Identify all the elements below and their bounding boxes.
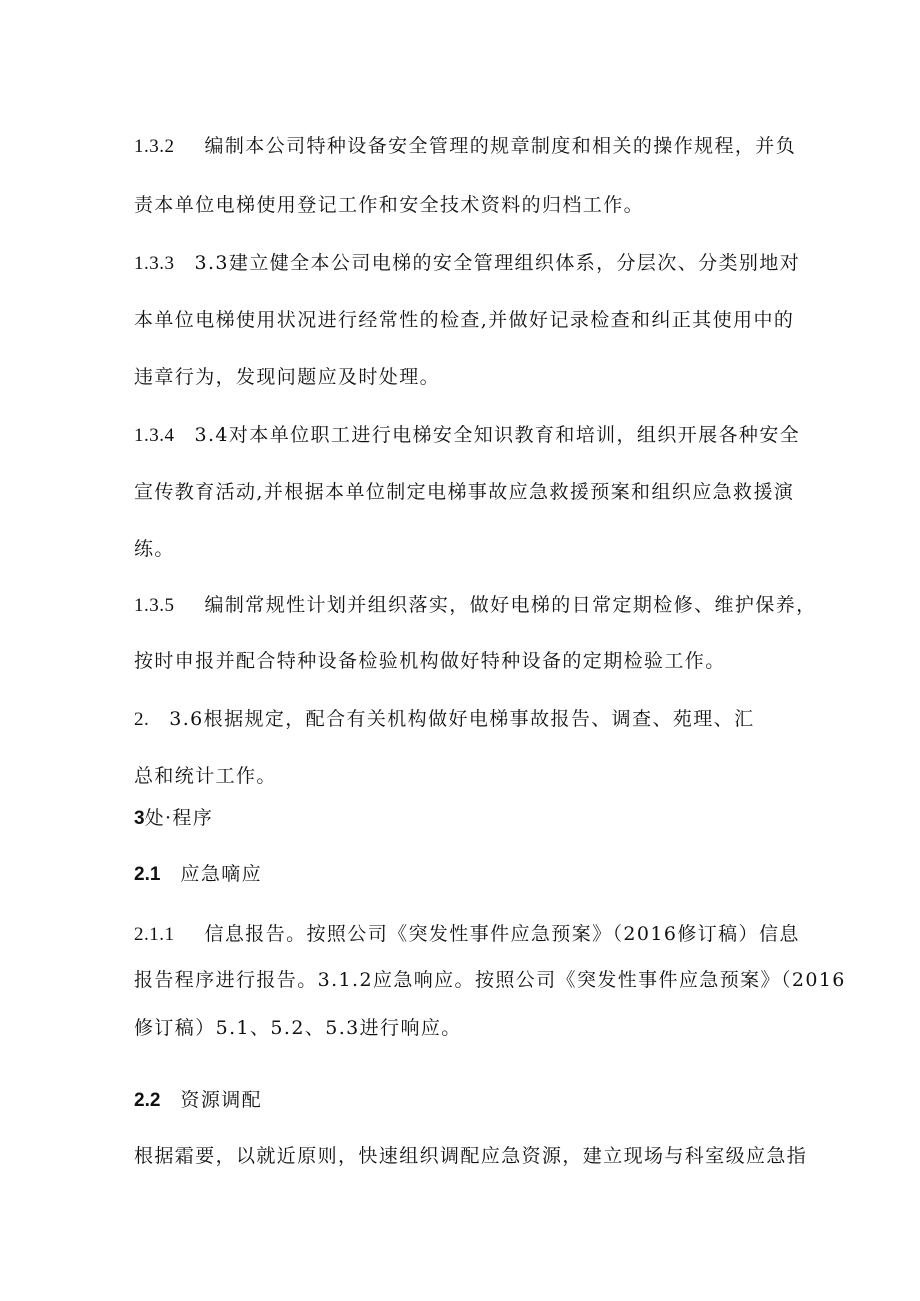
item-number: 1.3.5: [134, 595, 175, 616]
section-number: 3: [134, 808, 145, 829]
resources-paragraph-line-1: 根据霜要，以就近原则，快速组织调配应急资源，建立现场与科室级应急指: [134, 1145, 808, 1167]
item-1-3-4-line-1: [134, 423, 800, 448]
item-number: 1.3.2: [134, 136, 175, 157]
item-2-line-2: 总和统计工作。: [134, 765, 277, 787]
item-number: 2.: [134, 709, 150, 730]
item-2-1-1-line-3: 修订稿）5.1、5.2、5.3进行响应。: [134, 1017, 462, 1039]
item-text: 编制本公司特种设备安全管理的规章制度和相关的操作规程，并负: [204, 135, 797, 157]
item-text: 3.3建立健全本公司电梯的安全管理组织体系，分层次、分类别地对: [194, 252, 801, 274]
item-number: 2.1.1: [134, 924, 175, 945]
item-1-3-3-line-2: 本单位电梯使用状况进行经常性的检查,并做好记录检查和纠正其使用中的: [134, 309, 795, 331]
item-number: 1.3.3: [134, 253, 175, 274]
item-text: 信息报告。按照公司《突发性事件应急预案》（2016修订稿）信息: [204, 923, 800, 945]
item-2-1-1-line-2: 报告程序进行报告。3.1.2应急响应。按照公司《突发性事件应急预案》（2016: [134, 969, 846, 991]
item-1-3-2-line-1: [134, 134, 796, 159]
section-3-heading: [134, 806, 213, 831]
item-1-3-2-line-2: 责本单位电梯使用登记工作和安全技术资料的归档工作。: [134, 194, 645, 216]
section-number: 2.2: [134, 1090, 161, 1111]
item-1-3-3-line-1: [134, 251, 800, 276]
section-title: 应急嘀应: [180, 863, 263, 885]
item-number: 1.3.4: [134, 425, 175, 446]
item-text: 3.6根据规定，配合有关机构做好电梯事故报告、调查、苑理、汇: [169, 708, 755, 730]
item-2-1-1-line-1: [134, 922, 800, 947]
section-number: 2.1: [134, 864, 161, 885]
item-text: 3.4对本单位职工进行电梯安全知识教育和培训，组织开展各种安全: [194, 424, 801, 446]
item-1-3-5-line-1: [134, 593, 817, 618]
item-2-line-1: [134, 707, 754, 732]
item-1-3-4-line-2: 宣传教育活动,并根据本单位制定电梯事故应急救援预案和组织应急救援演: [134, 481, 795, 503]
item-1-3-3-line-3: 违章行为，发现问题应及时处理。: [134, 366, 441, 388]
section-title: 资源调配: [180, 1089, 263, 1111]
section-2-2-heading: [134, 1088, 262, 1113]
item-1-3-4-line-3: 练。: [134, 538, 175, 560]
item-1-3-5-line-2: 按时申报并配合特种设备检验机构做好特种设备的定期检验工作。: [134, 650, 726, 672]
item-text: 编制常规性计划并组织落实，做好电梯的日常定期检修、维护保养，: [204, 594, 817, 616]
section-2-1-heading: [134, 862, 262, 887]
section-title: 处·程序: [144, 807, 214, 829]
